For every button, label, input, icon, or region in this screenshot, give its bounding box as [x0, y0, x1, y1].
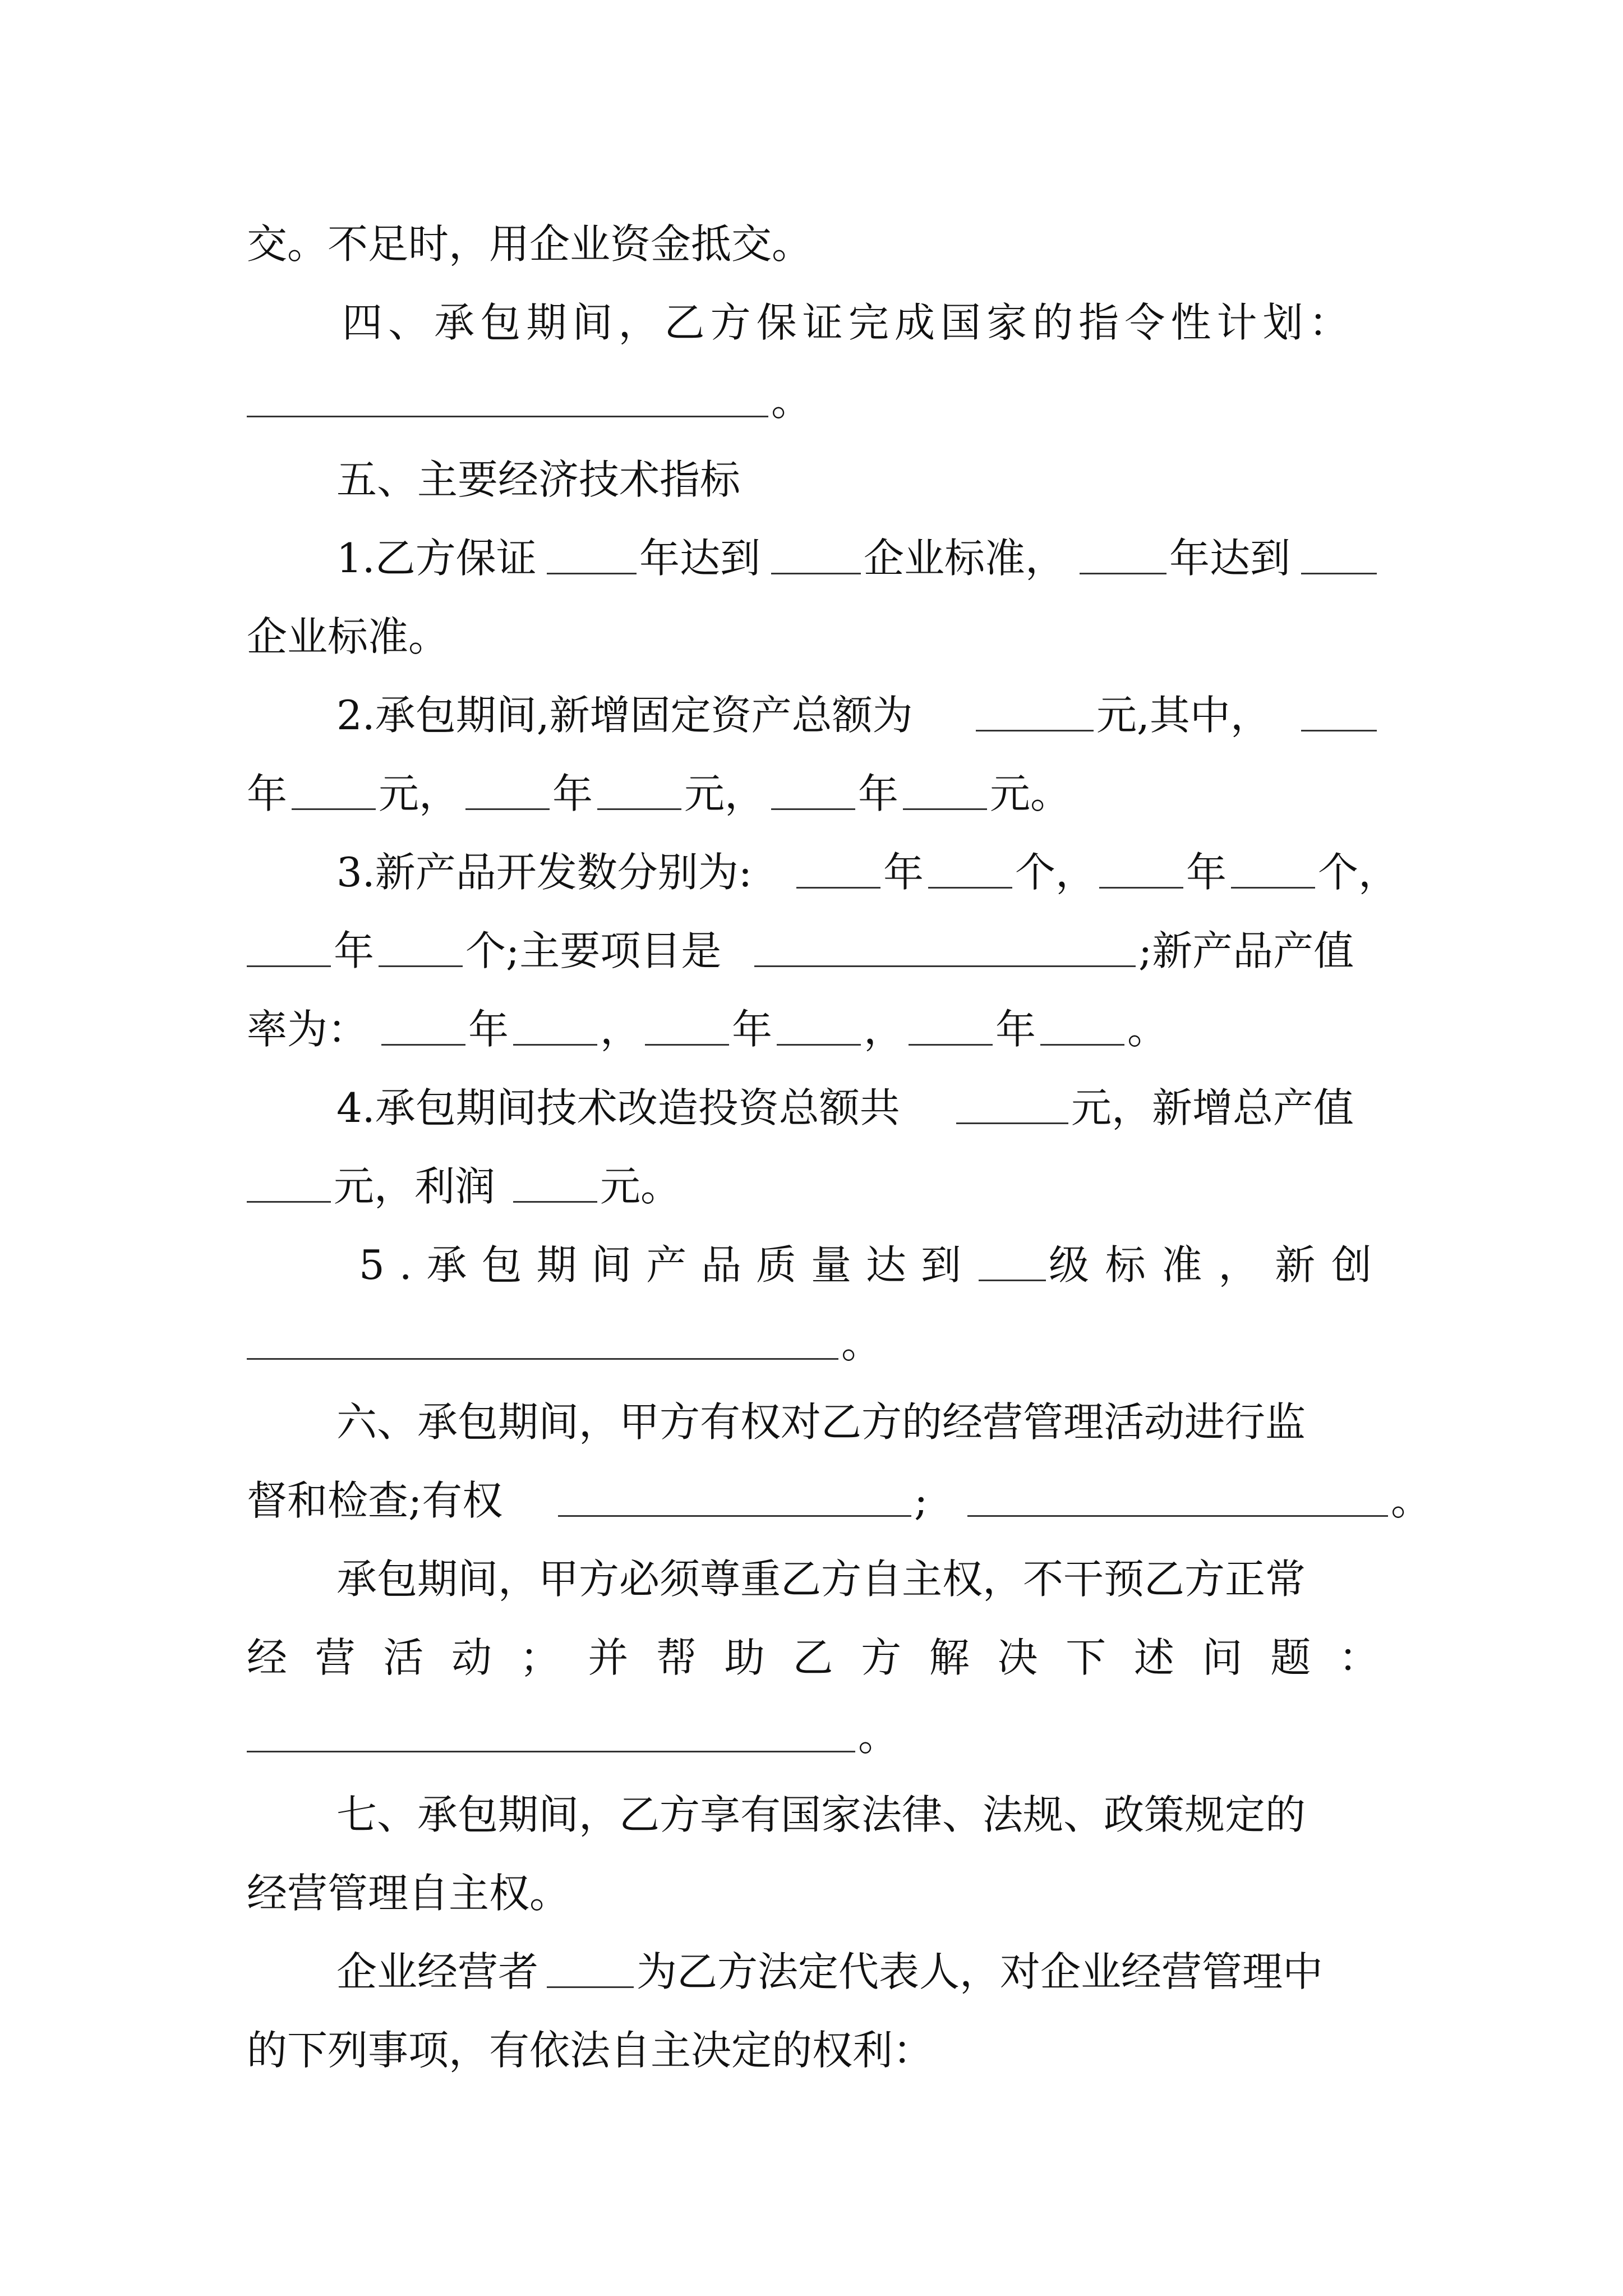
paragraph-line: [0, 1383, 1623, 1461]
paragraph-line: [0, 1069, 1623, 1147]
paragraph-text: 六、承包期间，甲方有权对乙方的经营管理活动进行监: [336, 1398, 1306, 1446]
paragraph-text: 个，: [1318, 849, 1399, 896]
paragraph-line: [0, 1775, 1623, 1854]
fill-blank: [754, 965, 1136, 967]
paragraph-text: 年: [247, 770, 288, 817]
paragraph-text: 元。: [990, 770, 1071, 817]
paragraph-text: 元。: [600, 1163, 681, 1210]
paragraph-text: 交。不足时，用企业资金抵交。: [247, 220, 813, 268]
paragraph-line: [0, 283, 1623, 362]
punctuation: 。: [858, 1713, 899, 1760]
paragraph-text: 元,其中，: [1096, 692, 1271, 739]
paragraph-text: ;新产品产值: [1138, 927, 1354, 974]
paragraph-line: [0, 1147, 1623, 1226]
paragraph-text: 七、承包期间，乙方享有国家法律、法规、政策规定的: [336, 1791, 1306, 1838]
paragraph-text: 企业标准，: [864, 535, 1066, 582]
paragraph-text: 年: [995, 1006, 1036, 1053]
paragraph-line: [0, 1697, 1623, 1775]
fill-blank: [597, 808, 681, 810]
fill-blank: [976, 730, 1094, 731]
paragraph-line: [0, 676, 1623, 754]
paragraph-line: [0, 362, 1623, 440]
fill-blank: [558, 1515, 911, 1517]
paragraph-line: [0, 990, 1623, 1069]
paragraph-text: ，: [864, 1006, 905, 1053]
paragraph-line: [0, 1304, 1623, 1383]
paragraph-text: 3.新产品开发数分别为:: [336, 849, 752, 896]
punctuation: ;: [914, 1477, 928, 1524]
fill-blank: [547, 1986, 634, 1988]
fill-blank: [979, 1280, 1046, 1281]
fill-blank: [292, 808, 376, 810]
paragraph-text: 督和检查;有权: [247, 1477, 503, 1524]
paragraph-line: [0, 205, 1623, 283]
paragraph-line: [0, 519, 1623, 597]
paragraph-text: 2.承包期间,新增固定资产总额为: [336, 692, 913, 739]
paragraph-text: 级标准，新创: [1049, 1241, 1388, 1289]
fill-blank: [1231, 887, 1315, 889]
paragraph-text: 企业经营者: [336, 1948, 539, 1995]
paragraph-line: [0, 912, 1623, 990]
paragraph-text: 元，利润: [334, 1163, 496, 1210]
paragraph-text: 年: [1186, 849, 1227, 896]
fill-blank: [513, 1201, 597, 1203]
paragraph-text: 经营管理自主权。: [247, 1870, 570, 1917]
paragraph-line: [0, 1618, 1623, 1697]
fill-blank: [1080, 573, 1166, 574]
paragraph-text: 年达到: [1169, 535, 1291, 582]
paragraph-text: 年: [468, 1006, 509, 1053]
section-heading: 五、主要经济技术指标: [336, 456, 741, 503]
paragraph-text: 元，: [379, 770, 460, 817]
fill-blank: [967, 1515, 1388, 1517]
paragraph-text: 5.承包期间产品质量达到: [359, 1241, 976, 1289]
paragraph-text: 。: [1127, 1006, 1168, 1053]
fill-blank: [465, 808, 550, 810]
paragraph-text: 经营活动；并帮助乙方解决下述问题：: [247, 1634, 1407, 1681]
fill-blank: [645, 1044, 729, 1046]
paragraph-line: [0, 833, 1623, 912]
fill-blank: [247, 965, 331, 967]
paragraph-text: 的下列事项，有依法自主决定的权利：: [247, 2027, 934, 2074]
paragraph-line: [0, 1854, 1623, 1932]
paragraph-text: 年: [334, 927, 375, 974]
fill-blank: [247, 1358, 838, 1360]
fill-blank: [513, 1044, 597, 1046]
fill-blank: [956, 1122, 1068, 1124]
fill-blank: [381, 1044, 465, 1046]
fill-blank: [1040, 1044, 1124, 1046]
paragraph-text: 年: [883, 849, 924, 896]
paragraph-text: 为乙方法定代表人，对企业经营管理中: [637, 1948, 1324, 1995]
fill-blank: [1301, 730, 1377, 731]
fill-blank: [771, 573, 861, 574]
fill-blank: [928, 887, 1012, 889]
paragraph-line: [0, 1226, 1623, 1304]
paragraph-line: [0, 597, 1623, 676]
paragraph-text: 四、承包期间，乙方保证完成国家的指令性计划：: [342, 299, 1355, 346]
paragraph-text: 4.承包期间技术改造投资总额共: [336, 1084, 900, 1131]
fill-blank: [247, 416, 768, 417]
fill-blank: [1301, 573, 1377, 574]
paragraph-text: 承包期间，甲方必须尊重乙方自主权，不干预乙方正常: [336, 1556, 1306, 1603]
paragraph-line: [0, 1932, 1623, 2011]
paragraph-text: 1.乙方保证: [336, 535, 537, 582]
fill-blank: [796, 887, 880, 889]
paragraph-text: 率为：: [247, 1006, 368, 1053]
fill-blank: [247, 1201, 331, 1203]
paragraph-text: 个，: [1015, 849, 1096, 896]
fill-blank: [771, 808, 855, 810]
fill-blank: [547, 573, 637, 574]
fill-blank: [777, 1044, 861, 1046]
fill-blank: [247, 1751, 855, 1752]
paragraph-line: [0, 754, 1623, 833]
paragraph-line: [0, 1540, 1623, 1618]
fill-blank: [379, 965, 463, 967]
paragraph-text: 年: [732, 1006, 773, 1053]
punctuation: 。: [1391, 1477, 1432, 1524]
section-heading-line: [0, 440, 1623, 519]
paragraph-line: [0, 1461, 1623, 1540]
paragraph-text: ，: [600, 1006, 641, 1053]
paragraph-text: 元，: [684, 770, 766, 817]
paragraph-line: [0, 2011, 1623, 2090]
fill-blank: [903, 808, 987, 810]
paragraph-text: 个;主要项目是: [465, 927, 722, 974]
paragraph-text: 企业标准。: [247, 613, 449, 660]
fill-blank: [1099, 887, 1183, 889]
paragraph-text: 年: [858, 770, 899, 817]
punctuation: 。: [841, 1320, 882, 1367]
punctuation: 。: [771, 378, 812, 425]
paragraph-text: 元，新增总产值: [1071, 1084, 1354, 1131]
fill-blank: [909, 1044, 993, 1046]
paragraph-text: 年: [552, 770, 593, 817]
paragraph-text: 年达到: [639, 535, 761, 582]
